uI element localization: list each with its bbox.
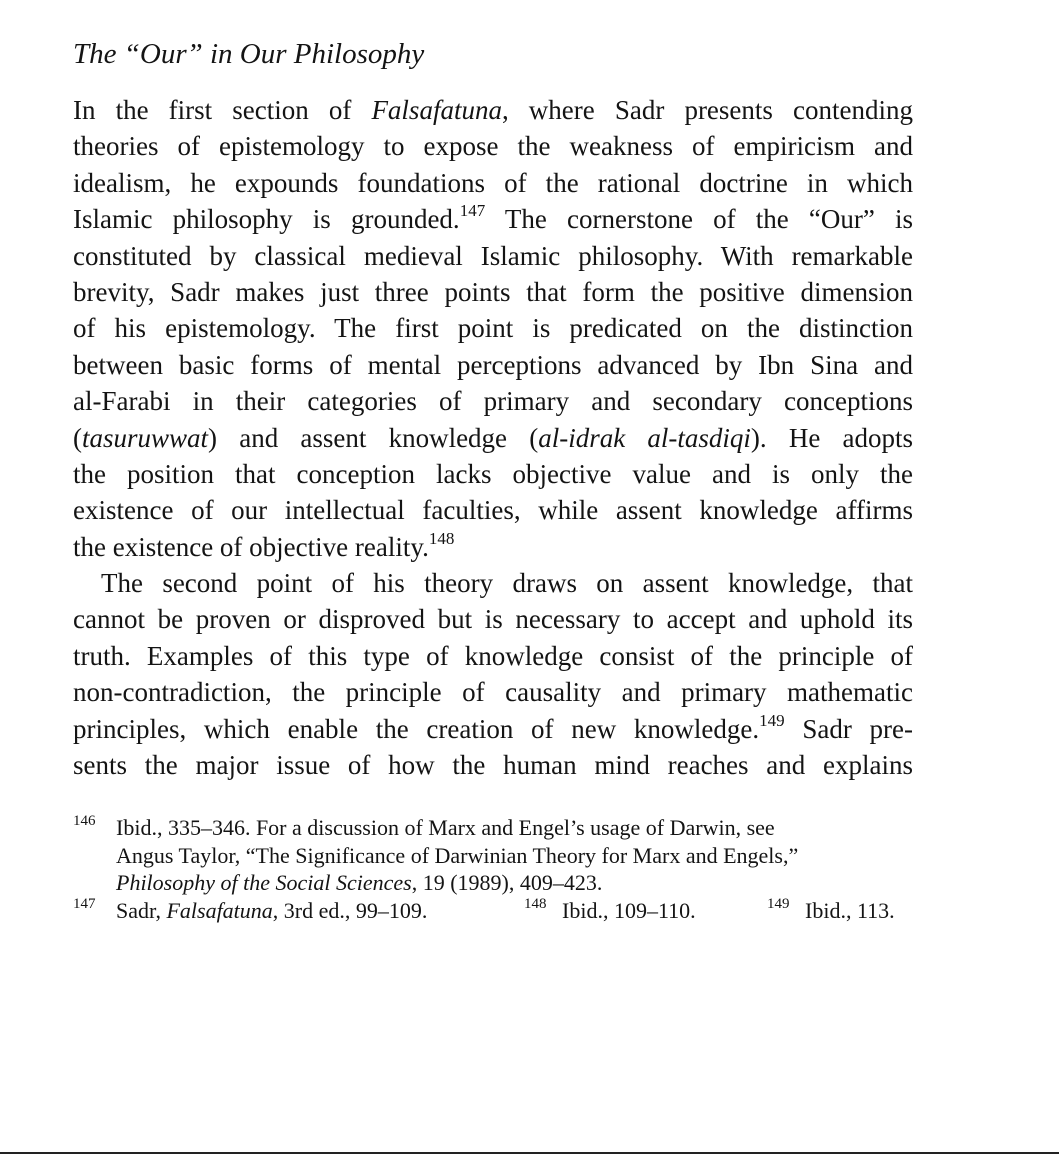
text-run: Islamic philosophy is grounded.	[73, 204, 460, 235]
term-italic: tasuruwwat	[82, 422, 209, 453]
book-title-italic: Falsafatuna	[166, 897, 273, 923]
body-line: idealism, he expounds foundations of the rational doctrine in which	[73, 167, 913, 198]
text-run: Sadr pre-	[784, 713, 914, 744]
footnote-reference-147[interactable]: 147	[459, 201, 486, 221]
body-line: of his epistemology. The first point is predicated on the distinction	[73, 313, 913, 344]
text-run: , 3rd ed., 99–109.	[272, 897, 428, 923]
text-run: , 19 (1989), 409–423.	[411, 870, 603, 895]
body-line: brevity, Sadr makes just three points that form the positive dimension	[73, 276, 913, 307]
footnote-148	[524, 897, 696, 925]
footnote-text: Ibid., 335–346. For a discussion of Marx and Engel’s usage of Darwin, see	[116, 815, 775, 840]
text-run: The cornerstone of the “Our” is	[485, 204, 913, 235]
body-line	[73, 420, 913, 456]
body-line: constituted by classical medieval Islamic philosophy. With remarkable	[73, 240, 913, 271]
body-line	[73, 529, 913, 565]
body-line: theories of epistemology to expose the weakness of empiricism and	[73, 131, 913, 162]
footnote-text: Angus Taylor, “The Significance of Darwinian Theory for Marx and Engels,”	[116, 842, 799, 868]
text-run: ). He adopts	[750, 422, 913, 453]
text-run: ) and assent knowledge (	[208, 422, 539, 453]
footnote-text	[73, 870, 602, 895]
footnote-reference-148[interactable]: 148	[428, 528, 455, 548]
footnote-reference-149[interactable]: 149	[759, 710, 785, 730]
footnote-146-continued	[73, 842, 913, 870]
footnote-149	[767, 897, 895, 925]
term-italic: al-idrak al-tasdiqi	[538, 422, 751, 453]
text-run: In the first section of	[73, 95, 372, 125]
body-line: The second point of his theory draws on assent knowledge, that	[101, 568, 913, 599]
footnote-146	[73, 814, 913, 842]
text-run: the existence of objective reality.	[73, 531, 429, 562]
running-head: The “Our” in Our Philosophy	[73, 38, 425, 70]
body-line	[73, 92, 913, 128]
footnote-text: Ibid., 113.	[805, 897, 895, 923]
page-bottom-edge	[0, 1152, 1059, 1154]
text-run: (	[73, 422, 82, 453]
journal-title-italic: Philosophy of the Social Sciences	[116, 870, 412, 895]
footnote-row	[73, 897, 913, 925]
footnote-number: 147	[73, 895, 96, 912]
body-line: al-Farabi in their categories of primary and secondary conceptions	[73, 386, 913, 417]
text-run: principles, which enable the creation of new knowledge.	[73, 713, 760, 744]
footnote-number: 146	[73, 813, 96, 829]
body-line: non-contradiction, the principle of causality and primary mathematic	[73, 677, 913, 708]
footnote-number: 149	[767, 895, 790, 912]
footnote-number: 148	[524, 895, 547, 912]
footnote-text	[73, 898, 427, 923]
book-title-italic: Falsafatuna	[371, 95, 502, 125]
body-line	[73, 711, 913, 747]
body-line	[73, 201, 913, 237]
body-line: sents the major issue of how the human mind reaches and explains	[73, 750, 913, 781]
text-run: , where Sadr presents contending	[501, 95, 913, 125]
body-line: truth. Examples of this type of knowledge consist of the principle of	[73, 640, 913, 671]
text-run: Sadr,	[116, 897, 167, 923]
body-line: cannot be proven or disproved but is necessary to accept and uphold its	[73, 604, 913, 635]
footnote-text: Ibid., 109–110.	[562, 897, 696, 923]
body-line: between basic forms of mental perceptions advanced by Ibn Sina and	[73, 349, 913, 380]
footnote-147	[73, 897, 427, 925]
footnotes	[73, 814, 913, 924]
body-line: existence of our intellectual faculties, while assent knowledge affirms	[73, 495, 913, 526]
body-text	[73, 92, 913, 783]
body-line: the position that conception lacks objective value and is only the	[73, 458, 913, 489]
